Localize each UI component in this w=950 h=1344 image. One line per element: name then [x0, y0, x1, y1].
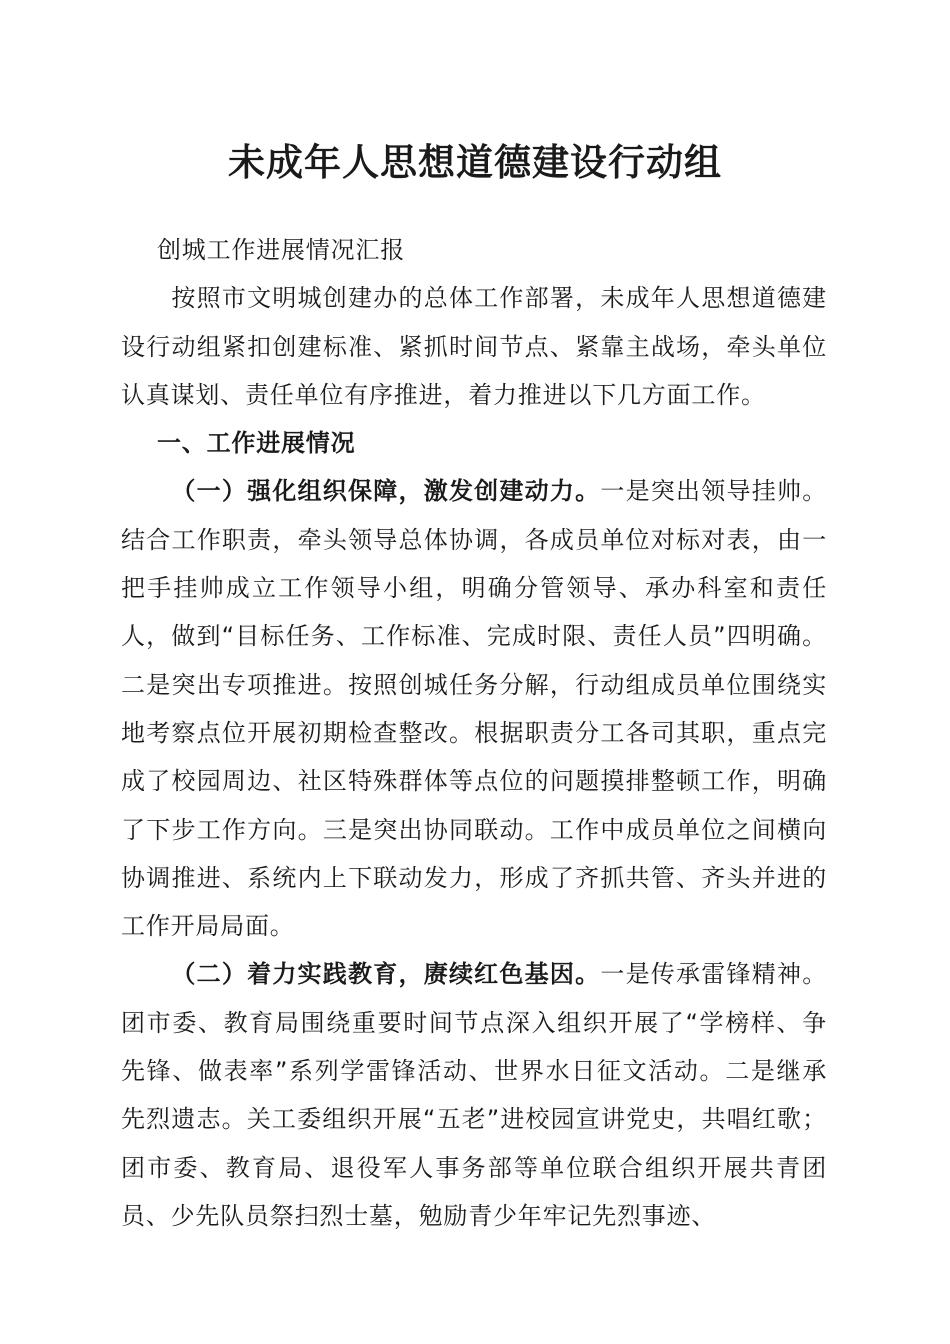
paragraph-practice-education — [121, 950, 827, 1240]
paragraph-lead: （二）着力实践教育，赓续红色基因。 — [171, 960, 601, 989]
document-body — [121, 226, 827, 1240]
paragraph-organization — [121, 467, 827, 950]
paragraph-text: 一是传承雷锋精神。团市委、教育局围绕重要时间节点深入组织开展了“学榜样、争先锋、做表率”系列学雷锋活动、世界水日征文活动。二是继承先烈遗志。关工委组织开展“五老”进校园宣讲党史，共唱红歌；团市委、教育局、退役军人事务部等单位联合组织开展共青团员、少先队员祭扫烈士墓，勉励青少年牢记先烈事迹、 — [121, 960, 827, 1230]
document-title: 未成年人思想道德建设行动组 — [228, 140, 722, 184]
section-heading: 一、工作进展情况 — [157, 429, 356, 458]
intro-paragraph: 按照市文明城创建办的总体工作部署，未成年人思想道德建设行动组紧扣创建标准、紧抓时间节点、紧靠主战场，牵头单位认真谋划、责任单位有序推进，着力推进以下几方面工作。 — [121, 284, 827, 409]
paragraph-text: 一是突出领导挂帅。结合工作职责，牵头领导总体协调，各成员单位对标对表，由一把手挂帅成立工作领导小组，明确分管领导、承办科室和责任人，做到“目标任务、工作标准、完成时限、责任人员”四明确。二是突出专项推进。按照创城任务分解，行动组成员单位围绕实地考察点位开展初期检查整改。根据职责分工各司其职，重点完成了校园周边、社区特殊群体等点位的问题摸排整顿工作，明确了下步工作方向。三是突出协同联动。工作中成员单位之间横向协调推进、系统内上下联动发力，形成了齐抓共管、齐头并进的工作开局局面。 — [121, 477, 827, 941]
document-subtitle: 创城工作进展情况汇报 — [157, 236, 405, 264]
paragraph-lead: （一）强化组织保障，激发创建动力。 — [171, 477, 601, 506]
